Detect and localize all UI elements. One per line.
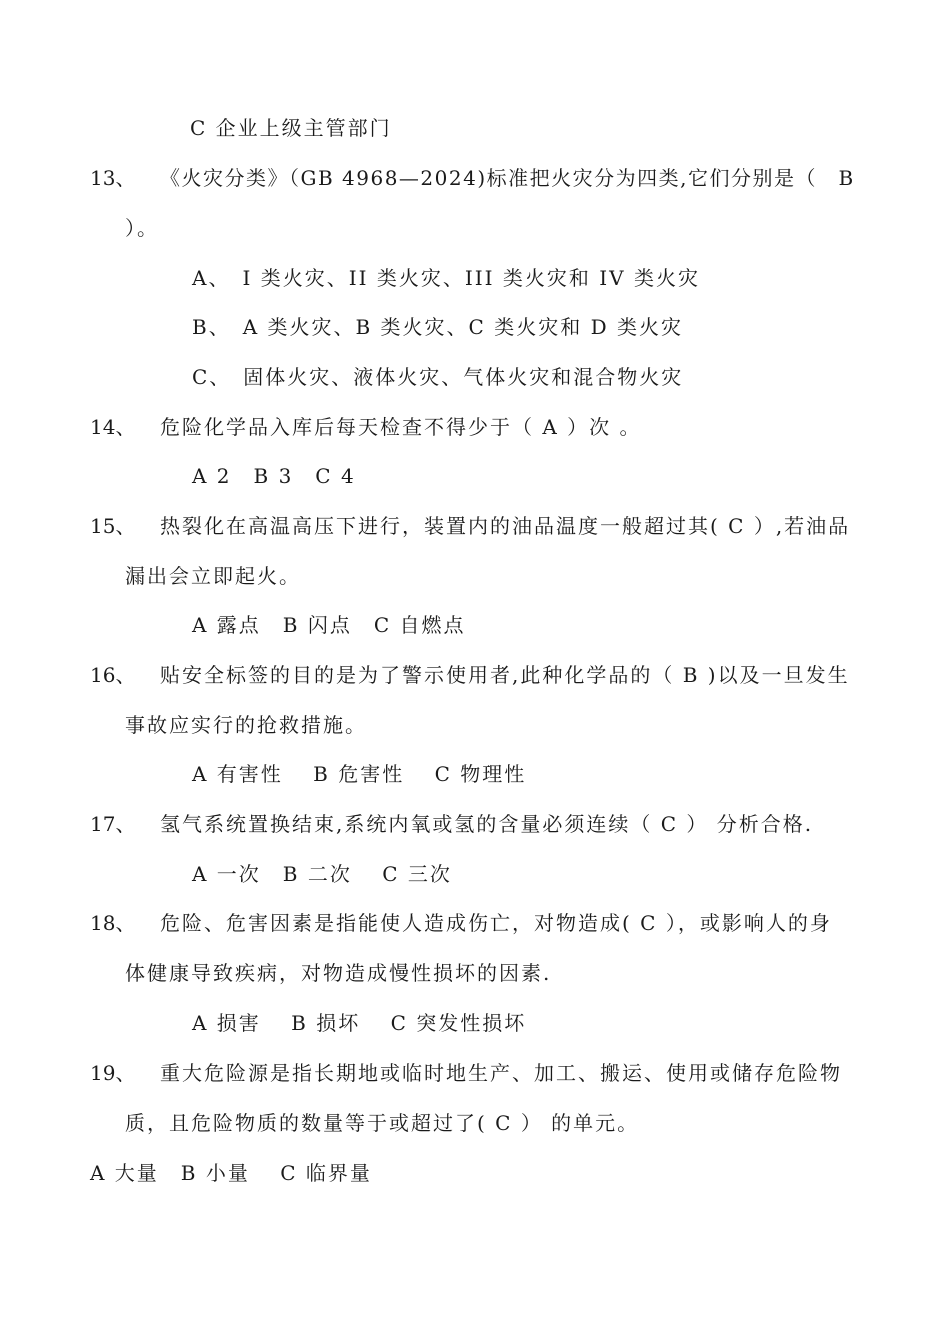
question-19-options: A 大量 B 小量 C 临界量: [90, 1161, 372, 1185]
question-number: 19、: [90, 1061, 136, 1085]
question-text-line-2: 漏出会立即起火。: [125, 564, 301, 588]
question-text-line-1: 贴安全标签的目的是为了警示使用者,此种化学品的（ B )以及一旦发生: [160, 663, 850, 687]
question-text-line-1: 重大危险源是指长期地或临时地生产、加工、搬运、使用或储存危险物: [160, 1061, 842, 1085]
question-text-line-1: 危险化学品入库后每天检查不得少于（ A ）次 。: [160, 415, 642, 439]
options-line: A 露点 B 闪点 C 自燃点: [192, 613, 466, 637]
question-text-line-1: 氢气系统置换结束,系统内氧或氢的含量必须连续（ C ） 分析合格.: [160, 812, 814, 836]
option-c: C、 固体火灾、液体火灾、气体火灾和混合物火灾: [192, 365, 684, 389]
question-text-line-2: 体健康导致疾病，对物造成慢性损坏的因素.: [125, 961, 552, 985]
question-text-line-1: 《火灾分类》（GB 4968—2024)标准把火灾分为四类,它们分别是（ B: [160, 166, 855, 190]
question-number: 15、: [90, 514, 136, 538]
question-text-line-1: 危险、危害因素是指能使人造成伤亡，对物造成( C ），或影响人的身: [160, 911, 832, 935]
question-number: 13、: [90, 166, 136, 190]
question-text-line-2: ）。: [125, 216, 159, 240]
options-line: A 损害 B 损坏 C 突发性损坏: [192, 1011, 527, 1035]
prev-question-option-c: C 企业上级主管部门: [190, 116, 392, 140]
question-text-line-1: 热裂化在高温高压下进行，装置内的油品温度一般超过其( C ）,若油品: [160, 514, 851, 538]
option-a: A、 I 类火灾、II 类火灾、III 类火灾和 IV 类火灾: [192, 266, 700, 290]
question-number: 16、: [90, 663, 136, 687]
question-text-line-2: 事故应实行的抢救措施。: [125, 713, 367, 737]
question-number: 14、: [90, 415, 136, 439]
options-line: A 一次 B 二次 C 三次: [192, 862, 452, 886]
options-line: A 有害性 B 危害性 C 物理性: [192, 762, 527, 786]
option-b: B、 A 类火灾、B 类火灾、C 类火灾和 D 类火灾: [192, 315, 683, 339]
options-line: A 2 B 3 C 4: [192, 464, 356, 488]
question-number: 17、: [90, 812, 136, 836]
question-text-line-2: 质，且危险物质的数量等于或超过了( C ） 的单元。: [125, 1111, 640, 1135]
question-number: 18、: [90, 911, 136, 935]
